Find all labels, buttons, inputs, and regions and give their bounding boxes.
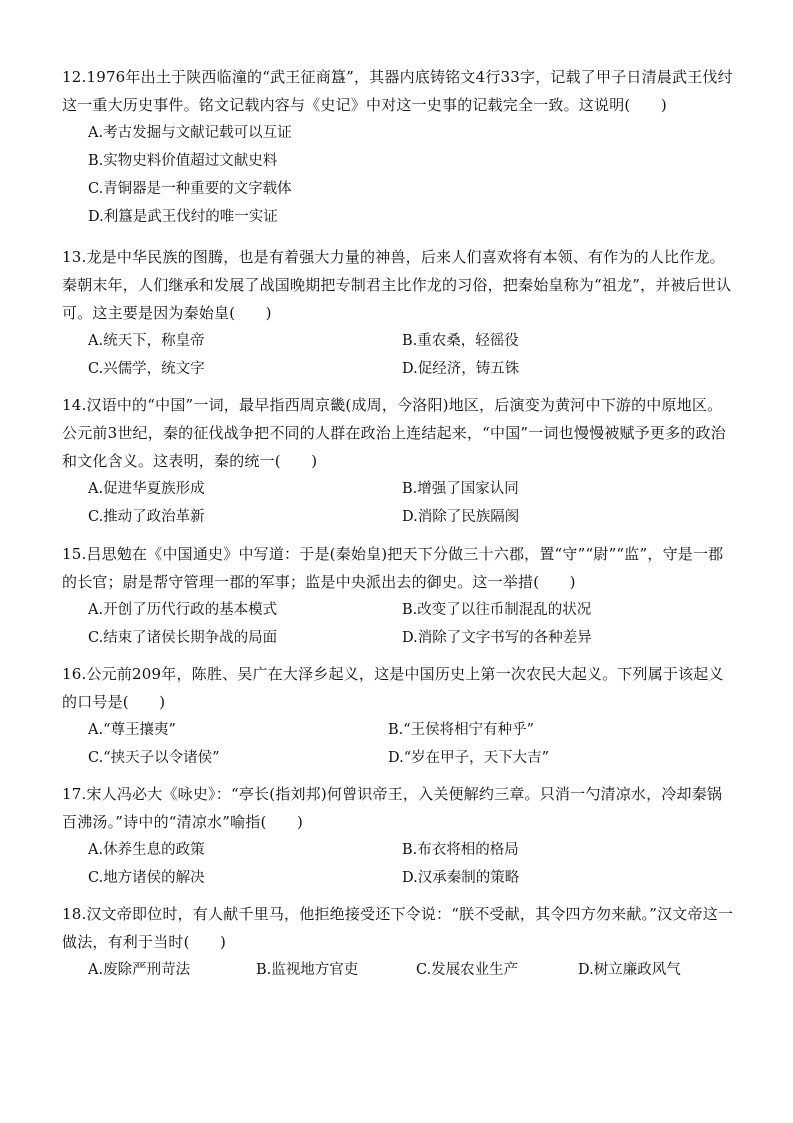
option-d: D.利簋是武王伐纣的唯一实证 bbox=[88, 209, 278, 225]
option-c: C.青铜器是一种重要的文字载体 bbox=[88, 181, 292, 197]
question-16-options bbox=[62, 716, 734, 772]
option-b: B.实物史料价值超过文献史料 bbox=[88, 153, 278, 169]
option-a: A.统天下，称皇帝 bbox=[88, 333, 205, 349]
question-15-stem: 15.吕思勉在《中国通史》中写道：于是(秦始皇)把天下分做三十六郡，置“守”“尉”“监”，守是一郡的长官；尉是帮守管理一郡的军事；监是中央派出去的御史。这一举措( ) bbox=[62, 545, 724, 591]
option-b: B.“王侯将相宁有种乎” bbox=[388, 722, 535, 738]
question-17-stem: 17.宋人冯必大《咏史》：“亭长(指刘邦)何曾识帝王，入关便解约三章。只消一勺清凉水，冷却秦锅百沸汤。”诗中的“清凉水”喻指( ) bbox=[62, 785, 723, 831]
question-14 bbox=[62, 391, 734, 531]
question-16-stem: 16.公元前209年，陈胜、吴广在大泽乡起义，这是中国历史上第一次农民大起义。下列属于该起义的口号是( ) bbox=[62, 665, 724, 711]
option-a: A.“尊王攘夷” bbox=[88, 722, 176, 738]
question-13-stem: 13.龙是中华民族的图腾，也是有着强大力量的神兽，后来人们喜欢将有本领、有作为的人比作龙。秦朝末年，人们继承和发展了战国晚期把专制君主比作龙的习俗，把秦始皇称为“祖龙”，并被后世认可。这主要是因为秦始皇( ) bbox=[62, 248, 732, 322]
question-18 bbox=[62, 900, 734, 984]
option-d: D.树立廉政风气 bbox=[578, 962, 681, 978]
question-18-options bbox=[62, 956, 734, 984]
option-c: C.发展农业生产 bbox=[416, 962, 519, 978]
option-d: D.消除了民族隔阂 bbox=[402, 509, 520, 525]
question-15 bbox=[62, 540, 734, 652]
option-d: D.“岁在甲子，天下大吉” bbox=[388, 750, 550, 766]
option-b: B.监视地方官吏 bbox=[256, 962, 359, 978]
option-a: A.休养生息的政策 bbox=[88, 842, 205, 858]
question-18-stem: 18.汉文帝即位时，有人献千里马，他拒绝接受还下令说：“朕不受献，其令四方勿来献。”汉文帝这一做法，有利于当时( ) bbox=[62, 905, 734, 951]
question-12-stem: 12.1976年出土于陕西临潼的“武王征商簋”，其器内底铸铭文4行33字，记载了甲子日清晨武王伐纣这一重大历史事件。铭文记载内容与《史记》中对这一史事的记载完全一致。这说明( ) bbox=[62, 68, 733, 114]
question-14-stem: 14.汉语中的“中国”一词，最早指西周京畿(成周，今洛阳)地区，后演变为黄河中下游的中原地区。公元前3世纪，秦的征伐战争把不同的人群在政治上连结起来，“中国”一词也慢慢被赋予更多的政治和文化含义。这表明，秦的统一( ) bbox=[62, 396, 726, 470]
option-b: B.改变了以往币制混乱的状况 bbox=[402, 602, 592, 618]
question-14-options bbox=[62, 475, 734, 531]
question-13-options bbox=[62, 327, 734, 383]
option-c: C.推动了政治革新 bbox=[88, 509, 205, 525]
question-13 bbox=[62, 243, 734, 383]
option-d: D.促经济，铸五铢 bbox=[402, 361, 520, 377]
question-12-options bbox=[62, 119, 734, 231]
option-c: C.结束了诸侯长期争战的局面 bbox=[88, 630, 278, 646]
question-15-options bbox=[62, 596, 734, 652]
option-b: B.重农桑，轻徭役 bbox=[402, 333, 519, 349]
question-12 bbox=[62, 63, 734, 231]
option-b: B.增强了国家认同 bbox=[402, 481, 519, 497]
option-c: C.兴儒学，统文字 bbox=[88, 361, 205, 377]
option-d: D.消除了文字书写的各种差异 bbox=[402, 630, 592, 646]
question-16 bbox=[62, 660, 734, 772]
question-17-options bbox=[62, 836, 734, 892]
question-17 bbox=[62, 780, 734, 892]
option-a: A.开创了历代行政的基本模式 bbox=[88, 602, 278, 618]
option-c: C.“挟天子以令诸侯” bbox=[88, 750, 220, 766]
option-a: A.废除严刑苛法 bbox=[88, 962, 191, 978]
option-a: A.考古发掘与文献记载可以互证 bbox=[88, 125, 292, 141]
option-c: C.地方诸侯的解决 bbox=[88, 870, 205, 886]
option-a: A.促进华夏族形成 bbox=[88, 481, 205, 497]
option-b: B.布衣将相的格局 bbox=[402, 842, 519, 858]
option-d: D.汉承秦制的策略 bbox=[402, 870, 520, 886]
